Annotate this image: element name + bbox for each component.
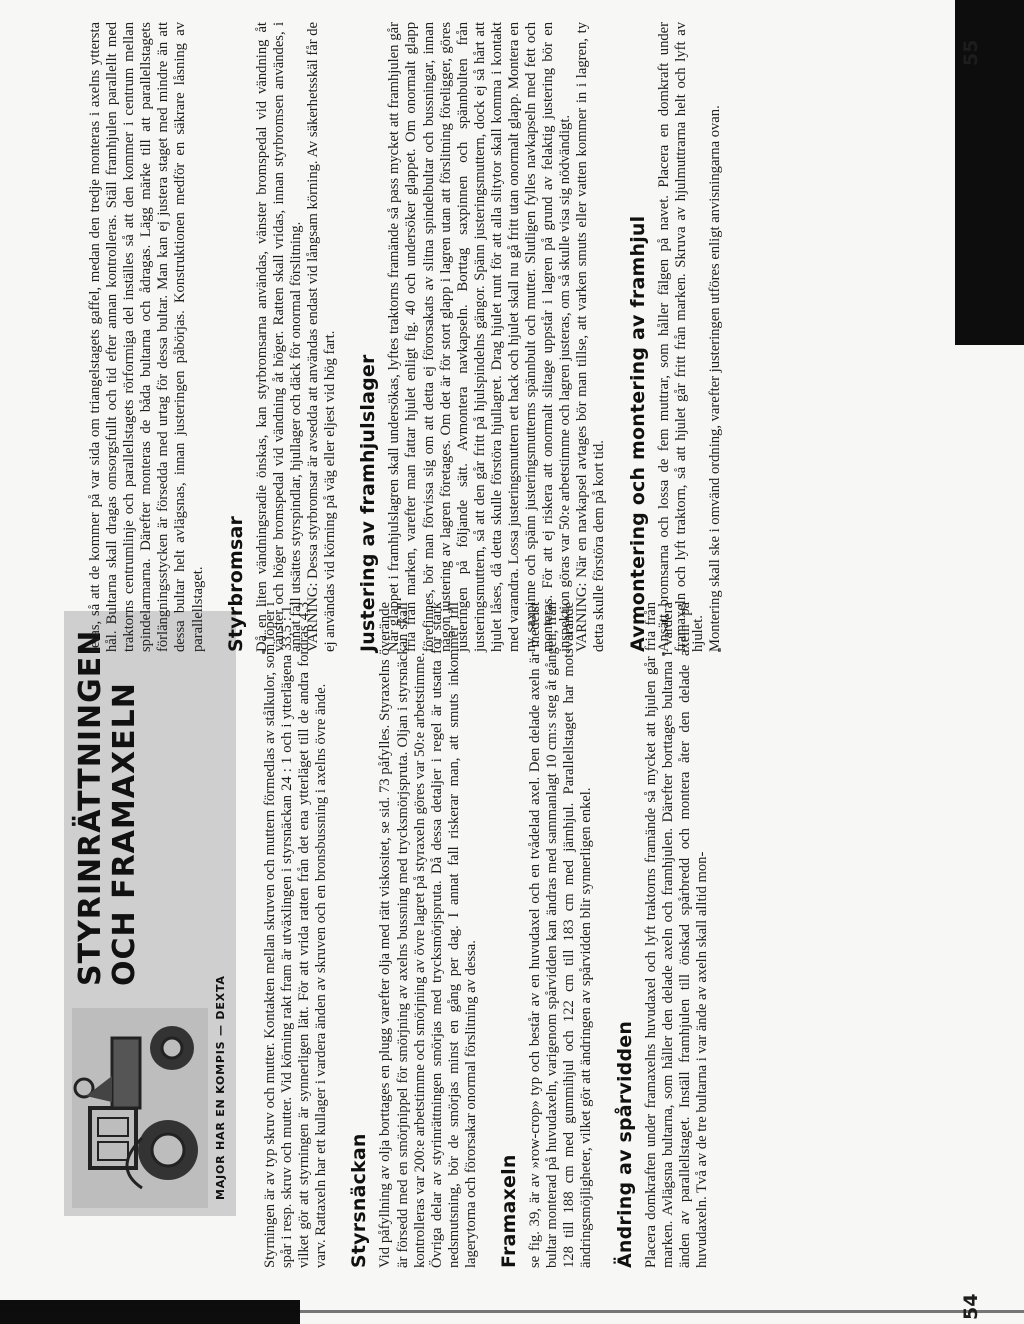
andring-paragraph: Placera domkraften under framaxelns huvudaxel och lyft traktorns framände så mycket att hjulen går fria från marken. Avlägsna bultarna, som håller den delade axeln och framhjulen. Därefter borttages bultarna i vardera änden av parallellstaget. Inställ framhjulen till önskad spårbredd och montera åter den delade axeln på huvudaxeln. Två av de tre bultarna i var ände av axeln skall alltid mon-: [642, 602, 710, 1268]
styrbromsar-paragraph-1: Då en liten vändningsradie önskas, kan styrbromsarna användas, vänster bromspedal vid vändning åt vänster och höger bromspedal vid vändning åt höger. Ratten skall vridas, innan styrbromsen användes, i annat fall utsättes styrspindlar, hjullager och däck för onormal förslitning.: [253, 22, 304, 652]
right-intro-paragraph: teras, så att de kommer på var sida om triangelstagets gaffel, medan den tredje monteras i axelns yttersta hål. Bultarna skall dragas omsorgsfullt och tid efter annan kontrolleras. Ställ framhjulen parallellt med traktorns centrumlinje och parallellstagets rörformiga del inställes så att den kommer i centrum mellan spindelarmarna. Därefter monteras de båda bultarna och ådragas. Lägg märke till att parallellstagets förlängningsstycken är försedda med urtag för dessa bultar. Man kan ej justera staget med mindre än att dessa bultar helt avlägsnas, innan justeringen påbörjas. Konstruktionen medför en säkrare låsning av parallellstaget.: [87, 22, 206, 652]
justering-paragraph: När glappet i framhjulslagren skall undersökas, lyftes traktorns framände så pass mycket att framhjulen går fria från marken, varefter man fattar hjulet enligt fig. 40 och undersöker glappet. Om onormalt glapp förefinnes, bör man förvissa sig om att detta ej förorsakats av slitna spindelbultar och bussningar, innan någon justering av lagren företages. Om det är för stort glapp i lagren utan att förslitning föreligger, göres justeringen på följande sätt. Avmontera navkapseln. Borttag saxpinnen och spännbulten från justeringsmuttern, så att den går fritt på hjulspindelns gängor. Spänn justeringsmuttern, dock ej så hårt att hjulet låses, då detta skulle förstöra hjullagret. Drag hjulet runt för att alla slitytor skall komma i kontakt med varandra. Lossa justeringsmuttern ett hack och hjulet skall nu gå fritt utan onormalt glapp. Montera en ny saxpinne och spänn justeringsmutterns spännbult och mutter. Slutligen fylles navkapseln med fett och monteras. För att ej riskera att onormalt slitage uppstår i lagren på grund av felaktig justering bör en inspektion göras var 50:e arbetstimme och lagren justeras, om så skulle visa sig nödvändigt.: [386, 22, 574, 652]
avmontering-paragraph-2: Montering skall ske i omvänd ordning, varefter justeringen utföres enligt anvisningarna ovan.: [706, 105, 723, 652]
chapter-title: [74, 630, 142, 986]
section-heading-andring-av-sparvidden: Ändring av spårvidden: [613, 1020, 636, 1268]
avmontering-paragraph-1: Ansätt bromsarna och lossa de fem muttrar, som håller fälgen på navet. Placera en domkraft under framaxeln och lyft traktorn, så att hjulet går fritt från marken. Skruva av hjulmuttrarna helt och lyft av hjulet.: [655, 22, 706, 652]
section-heading-styrsnackan: Styrsnäckan: [348, 1133, 371, 1268]
banner-tagline: MAJOR HAR EN KOMPIS — DEXTA: [214, 975, 227, 1200]
left-page-column: [262, 602, 711, 1268]
page-number-right: 55: [960, 39, 982, 66]
chapter-title-line1: STYRINRÄTTNINGEN: [73, 629, 108, 986]
justering-warning: VARNING: När en navkapsel avtages bör man tillse, att varken smuts eller vatten kommer in i lagren, ty detta skulle förstöra dem på kort tid.: [574, 22, 608, 652]
chapter-title-line2: OCH FRAMAXELN: [107, 682, 142, 986]
section-heading-styrbromsar: Styrbromsar: [224, 515, 247, 652]
section-heading-justering-framhjulslager: Justering av framhjulslager: [357, 354, 380, 652]
styrsnackan-paragraph-1: Vid påfyllning av olja borttages en plugg varefter olja med rätt viskositet, se sid. 73 påfylles. Styraxelns överände är försedd med en smörjnippel för smörjning av axelns bussning med trycksmörjspruta. Oljan i styrsnäckan skall kontrolleras var 200:e arbetstimme och smörjning av övre lagret på styraxeln göres var 50:e arbetstimme.: [377, 602, 428, 1268]
styrbromsar-warning: VARNING: Dessa styrbromsar är avsedda att användas endast vid långsam körning. Av säkerhetsskäl får de ej användas vid körning på väg eller eljest vid hög fart.: [305, 22, 339, 652]
tractor-illustration: [72, 1008, 208, 1208]
chapter-banner: [64, 611, 236, 1216]
right-page-column: [87, 22, 724, 652]
page-number-left: 54: [960, 1293, 982, 1320]
section-heading-avmontering-framhjul: Avmontering och montering av framhjul: [626, 215, 649, 652]
left-intro-paragraph: Styrningen är av typ skruv och mutter. Kontakten mellan skruven och muttern förmedlas av stålkulor, som löper i spår i resp. skruv och mutter. Vid körning rakt fram är utväxlingen i styrsnäckan 24 : 1 och i ytterlägena 33,5 : 1, vilket gör att styrningen är synnerligen lätt. För att vrida ratten från det ena ytterläget till de andra fordras 4,3 varv. Rattaxeln har ett kullager i vardera änden av skruven och en bronsbussning i axelns övre ände.: [262, 602, 330, 1268]
styrsnackan-paragraph-2: Övriga delar av styrinrättningen smörjas med trycksmörjspruta. Då dessa detaljer i regel är utsatta för stark nedsmutsning, bör de smörjas minst en gång per dag. I annat fall riskerar man, att smuts inkommer till lagerytorna och förorsakar onormal förslitning av dessa.: [428, 602, 479, 1268]
section-heading-framaxeln: Framaxeln: [498, 1154, 521, 1268]
framaxeln-paragraph: se fig. 39, är av »row-crop» typ och består av en huvudaxel och en tvådelad axel. Den delade axeln är medelst bultar monterad på huvudaxeln, varigenom spårvidden kan ändras med sammanlagt 10 cm:s steg åt gången, från 128 till 188 cm med gummihjul och 122 cm till 183 cm med järnhjul. Parallellstaget har motsvarande ändringsmöjligheter, vilket gör att ändringen av spårvidden blir synnerligen enkel.: [527, 602, 595, 1268]
